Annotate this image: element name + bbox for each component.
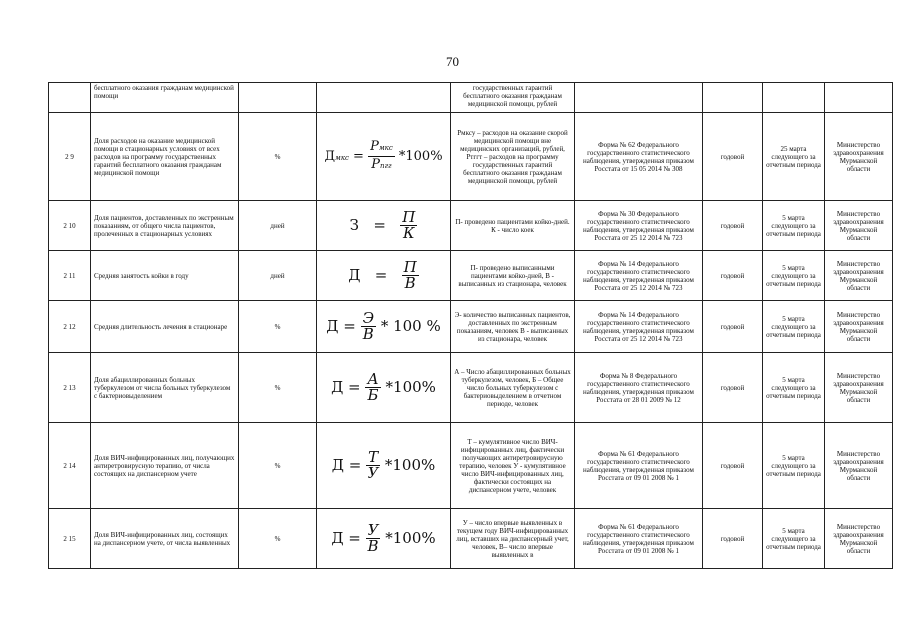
- cell-unit: %: [239, 113, 317, 201]
- cell-source: Форма № 61 Федерального государственного статистического наблюдения, утвержденная приказом Росстата от 09 01 2008 № 1: [575, 509, 703, 569]
- cell-formula: [317, 301, 451, 353]
- cell-periodicity: годовой: [703, 301, 763, 353]
- cell-formula: [317, 251, 451, 301]
- table-row: [49, 201, 893, 251]
- table-row: [49, 423, 893, 509]
- cell-unit: дней: [239, 251, 317, 301]
- cell-responsible: Министерство здравоохранения Мурманской области: [825, 251, 893, 301]
- cell-description: А – Число абациллированных больных туберкулезом, человек, Б – Общее число больных туберкулезом с бактериовыделением в отчетном периоде, человек: [451, 353, 575, 423]
- cell-source: Форма № 61 Федерального государственного статистического наблюдения, утвержденная приказом Росстата от 09 01 2008 № 1: [575, 423, 703, 509]
- cell-responsible: Министерство здравоохранения Мурманской области: [825, 353, 893, 423]
- formula: Дмкс = Рмкс Рпгг *100%: [324, 139, 443, 172]
- formula: Д = У В *100%: [331, 521, 436, 555]
- cell-source: Форма № 30 Федерального государственного статистического наблюдения, утвержденная приказом Росстата от 25 12 2014 № 723: [575, 201, 703, 251]
- cell-responsible: Министерство здравоохранения Мурманской области: [825, 423, 893, 509]
- formula: Д = А Б *100%: [331, 370, 436, 404]
- cell-num: 2 14: [49, 423, 91, 509]
- cell-responsible: Министерство здравоохранения Мурманской области: [825, 113, 893, 201]
- formula: З = П К: [349, 208, 416, 242]
- cell-periodicity: годовой: [703, 201, 763, 251]
- cell-term: [763, 83, 825, 113]
- cell-unit: %: [239, 301, 317, 353]
- cell-unit: дней: [239, 201, 317, 251]
- cell-periodicity: годовой: [703, 113, 763, 201]
- table-row: [49, 113, 893, 201]
- cell-periodicity: [703, 83, 763, 113]
- cell-name: Доля расходов на оказание медицинской помощи в стационарных условиях от всех расходов на программу государственных гарантий бесплатного оказания гражданам медицинской помощи: [91, 113, 239, 201]
- cell-num: 2 13: [49, 353, 91, 423]
- cell-periodicity: годовой: [703, 423, 763, 509]
- cell-name: Доля ВИЧ-инфицированных лиц, получающих антиретровирусную терапию, от числа состоящих на диспансерном учете: [91, 423, 239, 509]
- cell-description: П- проведено выписанными пациентами койко-дней, В - выписанных из стационара, человек: [451, 251, 575, 301]
- cell-formula: [317, 113, 451, 201]
- cell-term: 5 марта следующего за отчетным периода: [763, 353, 825, 423]
- table-row: [49, 251, 893, 301]
- table-row: [49, 301, 893, 353]
- cell-name: Доля ВИЧ-инфицированных лиц, состоящих на диспансерном учете, от числа выявленных: [91, 509, 239, 569]
- cell-num: 2 12: [49, 301, 91, 353]
- cell-formula: [317, 509, 451, 569]
- cell-unit: %: [239, 423, 317, 509]
- cell-term: 25 марта следующего за отчетным периода: [763, 113, 825, 201]
- cell-description: У – число впервые выявленных в текущем году ВИЧ-инфицированных лиц, вставших на диспансерный учет, человек, В– число впервые выявленных в: [451, 509, 575, 569]
- table-row-continuation: [49, 83, 893, 113]
- cell-periodicity: годовой: [703, 251, 763, 301]
- cell-num: 2 15: [49, 509, 91, 569]
- cell-term: 5 марта следующего за отчетным периода: [763, 201, 825, 251]
- table-row: [49, 509, 893, 569]
- cell-name: бесплатного оказания гражданам медицинской помощи: [91, 83, 239, 113]
- cell-term: 5 марта следующего за отчетным периода: [763, 423, 825, 509]
- cell-formula: [317, 83, 451, 113]
- cell-term: 5 марта следующего за отчетным периода: [763, 509, 825, 569]
- cell-source: Форма № 62 Федерального государственного статистического наблюдения, утвержденная приказом Росстата от 15 05 2014 № 308: [575, 113, 703, 201]
- page-number: 70: [446, 54, 459, 69]
- cell-source: Форма № 8 Федерального государственного статистического наблюдения, утвержденная приказом Росстата от 28 01 2009 № 12: [575, 353, 703, 423]
- cell-responsible: Министерство здравоохранения Мурманской области: [825, 201, 893, 251]
- cell-responsible: Министерство здравоохранения Мурманской области: [825, 301, 893, 353]
- cell-term: 5 марта следующего за отчетным периода: [763, 301, 825, 353]
- cell-description: Э- количество выписанных пациентов, доставленных по экстренным показаниям, человек В - выписанных из стационара, человек: [451, 301, 575, 353]
- formula: Д = П В: [348, 258, 417, 292]
- cell-name: Доля абациллированных больных туберкулезом от числа больных туберкулезом с бактериовыделением: [91, 353, 239, 423]
- cell-responsible: [825, 83, 893, 113]
- cell-term: 5 марта следующего за отчетным периода: [763, 251, 825, 301]
- cell-source: Форма № 14 Федерального государственного статистического наблюдения, утвержденная приказом Росстата от 25 12 2014 № 723: [575, 301, 703, 353]
- formula: Д = Т У *100%: [331, 448, 436, 482]
- cell-num: 2 9: [49, 113, 91, 201]
- cell-name: Средняя длительность лечения в стационаре: [91, 301, 239, 353]
- cell-responsible: Министерство здравоохранения Мурманской области: [825, 509, 893, 569]
- cell-formula: [317, 201, 451, 251]
- cell-description: Рмксу – расходов на оказание скорой медицинской помощи вне медицинских организаций, рублей, Ртггт – расходов на программу государственных гарантий бесплатного оказания гражданам медицинской помощи, рублей: [451, 113, 575, 201]
- cell-formula: [317, 423, 451, 509]
- cell-description: государственных гарантий бесплатного оказания гражданам медицинской помощи, рублей: [451, 83, 575, 113]
- cell-description: П- проведено пациентами койко-дней. К - число коек: [451, 201, 575, 251]
- cell-unit: [239, 83, 317, 113]
- cell-source: Форма № 14 Федерального государственного статистического наблюдения, утвержденная приказом Росстата от 25 12 2014 № 723: [575, 251, 703, 301]
- cell-formula: [317, 353, 451, 423]
- indicators-table: [48, 82, 893, 569]
- cell-description: Т – кумулятивное число ВИЧ-инфицированных лиц, фактически получающих антиретровирусную терапию, человек У - кумулятивное число ВИЧ-инфицированных лиц, фактически состоящих на диспансерном учете, человек: [451, 423, 575, 509]
- cell-name: Средняя занятость койки в году: [91, 251, 239, 301]
- cell-num: 2 11: [49, 251, 91, 301]
- cell-name: Доля пациентов, доставленных по экстренным показаниям, от общего числа пациентов, пролеченных в стационарных условиях: [91, 201, 239, 251]
- table-row: [49, 353, 893, 423]
- cell-num: 2 10: [49, 201, 91, 251]
- cell-num: [49, 83, 91, 113]
- formula: Д = Э В * 100 %: [326, 309, 441, 343]
- cell-unit: %: [239, 353, 317, 423]
- cell-source: [575, 83, 703, 113]
- cell-unit: %: [239, 509, 317, 569]
- cell-periodicity: годовой: [703, 353, 763, 423]
- cell-periodicity: годовой: [703, 509, 763, 569]
